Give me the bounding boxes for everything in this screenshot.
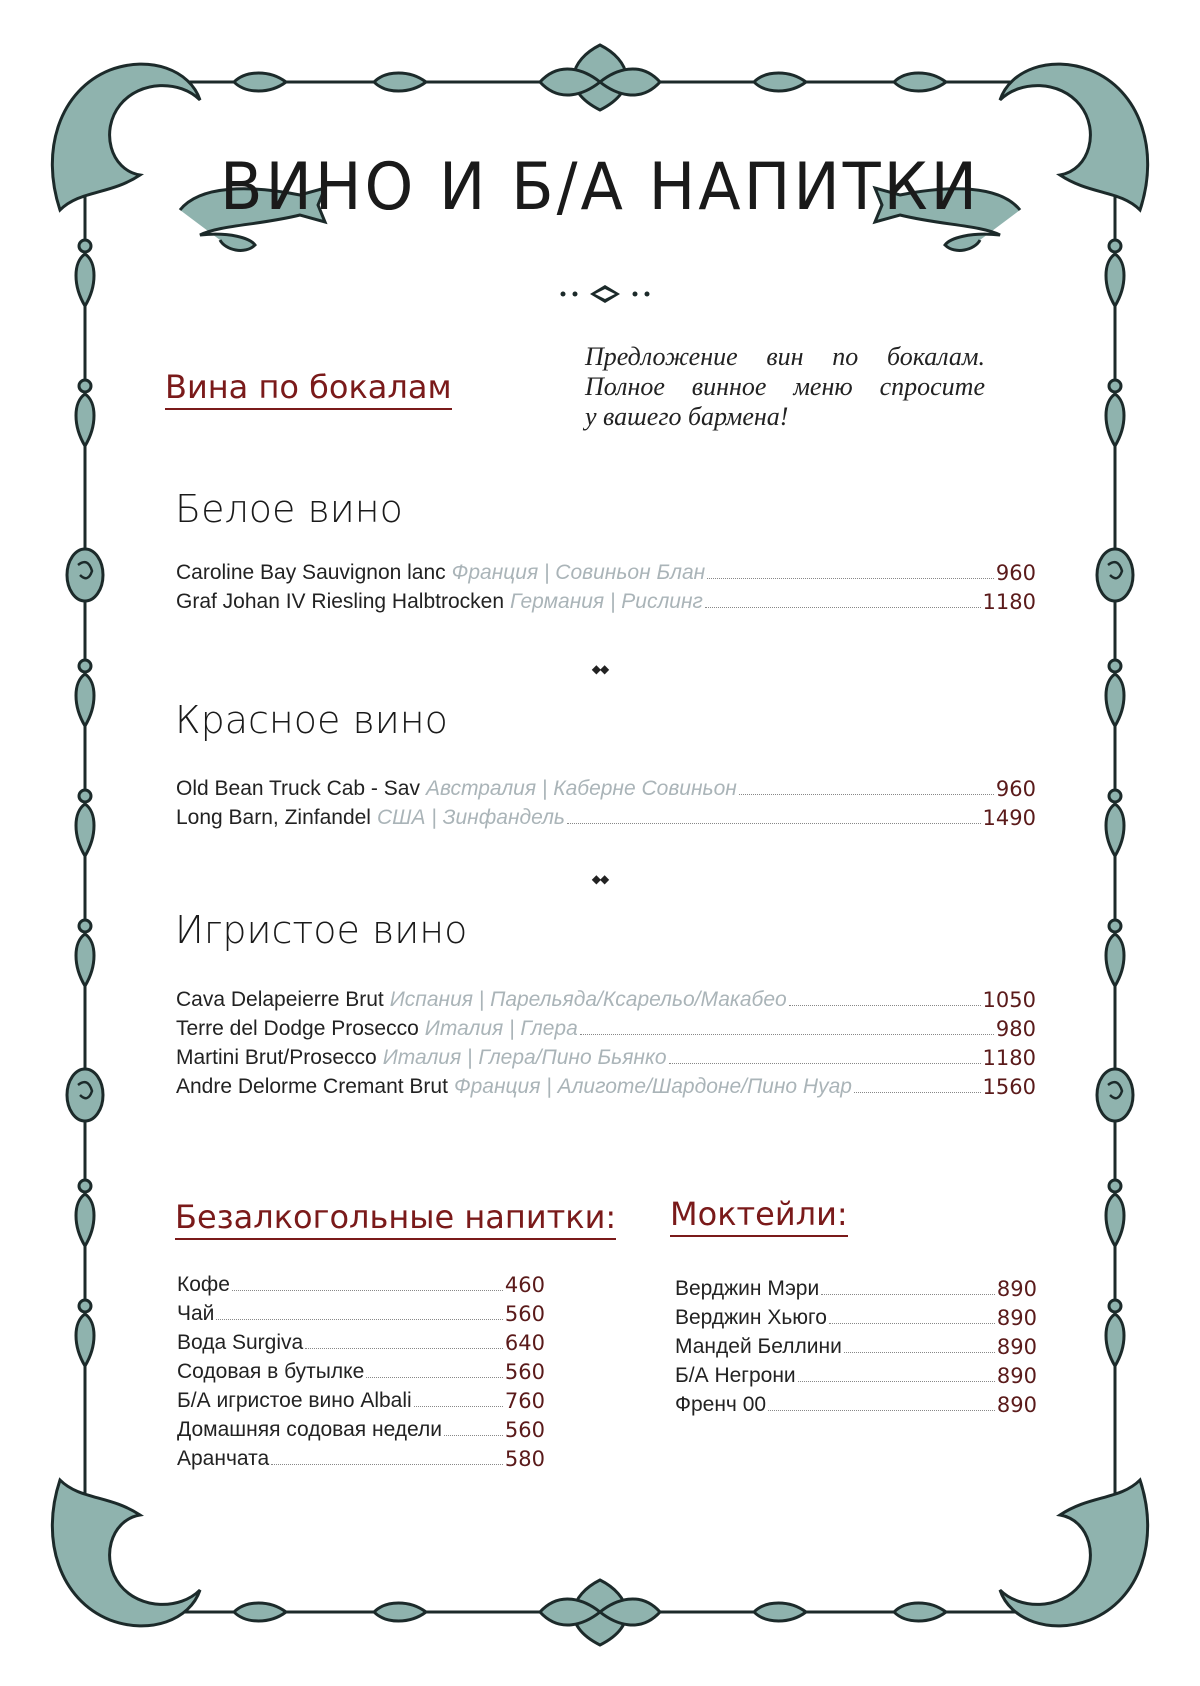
list-item — [176, 983, 1036, 1012]
wine-name: Graf Johan IV Riesling Halbtrocken — [176, 590, 504, 613]
wine-price: 1180 — [982, 590, 1036, 614]
leader-dots — [580, 1034, 994, 1035]
drink-price: 580 — [504, 1447, 545, 1471]
drink-price: 560 — [504, 1302, 545, 1326]
intro-line: у вашего бармена! — [585, 402, 789, 431]
leader-dots — [821, 1294, 995, 1295]
list-item — [177, 1413, 545, 1442]
wine-name: Cava Delapeierre Brut — [176, 988, 384, 1011]
wine-description: Франция | Алиготе/Шардоне/Пино Нуар — [453, 1075, 852, 1098]
title-divider — [561, 285, 650, 303]
wine-name: Old Bean Truck Cab - Sav — [176, 777, 420, 800]
leader-dots — [768, 1410, 995, 1411]
drink-price: 890 — [996, 1335, 1037, 1359]
list-item — [176, 1012, 1036, 1041]
soft-drinks-heading: Безалкогольные напитки: — [175, 1198, 616, 1240]
leader-dots — [567, 823, 981, 824]
list-item — [177, 1326, 545, 1355]
wine-name: Long Barn, Zinfandel — [176, 806, 371, 829]
wine-description: Испания | Парельяда/Ксарельо/Макабео — [389, 988, 787, 1011]
wine-price: 1490 — [982, 806, 1036, 830]
sparkling-wine-list — [176, 983, 1036, 1099]
white-wine-heading: Белое вино — [175, 487, 403, 531]
drink-name: Б/А Негрони — [675, 1364, 796, 1387]
drink-price: 760 — [504, 1389, 545, 1413]
list-item — [176, 585, 1036, 614]
wine-name: Martini Brut/Prosecco — [176, 1046, 377, 1069]
wine-description: США | Зинфандель — [376, 806, 565, 829]
drink-name: Кофе — [177, 1273, 230, 1296]
wine-description: Италия | Глера — [424, 1017, 578, 1040]
drink-price: 890 — [996, 1393, 1037, 1417]
sparkling-wine-heading: Игристое вино — [175, 908, 468, 952]
drink-price: 890 — [996, 1364, 1037, 1388]
leader-dots — [444, 1435, 503, 1436]
leader-dots — [414, 1406, 503, 1407]
mocktails-list — [675, 1272, 1037, 1417]
intro-line: Полное винное меню спросите — [585, 372, 985, 401]
drink-name: Домашняя содовая недели — [177, 1418, 443, 1441]
wine-description: Германия | Рислинг — [510, 590, 703, 613]
section-divider: ◆◆ — [591, 662, 609, 676]
red-wine-list — [176, 772, 1036, 830]
list-item — [675, 1301, 1037, 1330]
leader-dots — [844, 1352, 995, 1353]
leader-dots — [854, 1092, 981, 1093]
leader-dots — [305, 1348, 503, 1349]
leader-dots — [829, 1323, 995, 1324]
wine-price: 960 — [995, 777, 1036, 801]
list-item — [177, 1384, 545, 1413]
list-item — [177, 1442, 545, 1471]
wine-price: 1050 — [982, 988, 1036, 1012]
wine-description: Франция | Совиньон Блан — [451, 561, 706, 584]
drink-name: Верджин Хьюго — [675, 1306, 827, 1329]
drink-price: 890 — [996, 1277, 1037, 1301]
wine-name: Terre del Dodge Prosecco — [176, 1017, 419, 1040]
leader-dots — [669, 1063, 981, 1064]
list-item — [177, 1355, 545, 1384]
intro-line: Предложение вин по бокалам. — [585, 342, 985, 371]
list-item — [176, 1070, 1036, 1099]
leader-dots — [707, 578, 994, 579]
leader-dots — [271, 1464, 503, 1465]
drink-name: Аранчата — [177, 1447, 270, 1470]
drink-name: Верджин Мэри — [675, 1277, 820, 1300]
list-item — [675, 1330, 1037, 1359]
wine-description: Италия | Глера/Пино Бьянко — [382, 1046, 667, 1069]
mocktails-heading: Моктейли: — [670, 1195, 848, 1237]
wine-name: Caroline Bay Sauvignon lanc — [176, 561, 446, 584]
leader-dots — [798, 1381, 995, 1382]
leader-dots — [739, 794, 994, 795]
drink-name: Содовая в бутылке — [177, 1360, 365, 1383]
drink-name: Мандей Беллини — [675, 1335, 842, 1358]
list-item — [177, 1268, 545, 1297]
drink-name: Вода Surgiva — [177, 1331, 304, 1354]
drink-name: Френч 00 — [675, 1393, 767, 1416]
wine-name: Andre Delorme Cremant Brut — [176, 1075, 448, 1098]
list-item — [675, 1388, 1037, 1417]
drink-price: 890 — [996, 1306, 1037, 1330]
page-title: ВИНО И Б/А НАПИТКИ — [220, 148, 980, 225]
drink-price: 560 — [504, 1360, 545, 1384]
white-wine-list — [176, 556, 1036, 614]
list-item — [177, 1297, 545, 1326]
list-item — [675, 1359, 1037, 1388]
drink-name: Б/А игристое вино Albali — [177, 1389, 412, 1412]
list-item — [176, 1041, 1036, 1070]
drink-price: 640 — [504, 1331, 545, 1355]
leader-dots — [705, 607, 981, 608]
wine-price: 1180 — [982, 1046, 1036, 1070]
list-item — [675, 1272, 1037, 1301]
wines-intro-text — [585, 342, 985, 432]
wines-by-glass-heading: Вина по бокалам — [165, 368, 452, 410]
wine-description: Австралия | Каберне Совиньон — [425, 777, 737, 800]
list-item — [176, 772, 1036, 801]
soft-drinks-list — [177, 1268, 545, 1471]
list-item — [176, 556, 1036, 585]
drink-price: 560 — [504, 1418, 545, 1442]
section-divider: ◆◆ — [591, 872, 609, 886]
drink-price: 460 — [504, 1273, 545, 1297]
red-wine-heading: Красное вино — [175, 698, 448, 742]
leader-dots — [366, 1377, 503, 1378]
wine-price: 1560 — [982, 1075, 1036, 1099]
leader-dots — [789, 1005, 981, 1006]
wine-price: 980 — [995, 1017, 1036, 1041]
leader-dots — [216, 1319, 503, 1320]
wine-price: 960 — [995, 561, 1036, 585]
drink-name: Чай — [177, 1302, 215, 1325]
leader-dots — [232, 1290, 503, 1291]
list-item — [176, 801, 1036, 830]
